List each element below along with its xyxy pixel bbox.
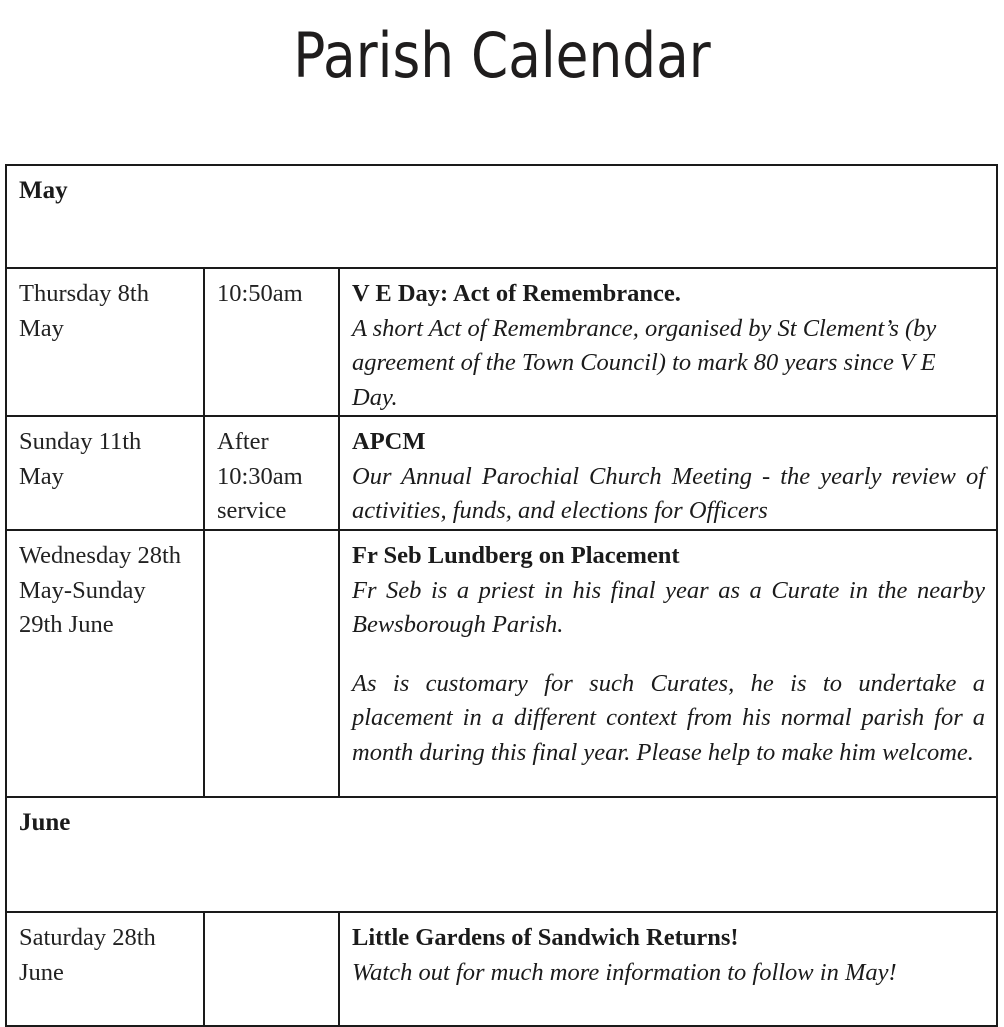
month-row-june [6,797,997,912]
event-date: Saturday 28th June [6,912,204,1026]
event-details [339,530,997,797]
table-row [6,416,997,530]
month-row-may [6,165,997,268]
event-description: Our Annual Parochial Church Meeting - the yearly review of activities, funds, and elections for Officers [352,462,986,524]
event-date: Sunday 11th May [6,416,204,530]
event-description: Fr Seb is a priest in his final year as a Curate in the nearby Bewsborough Parish. [352,576,986,638]
event-details [339,912,997,1026]
event-time: After 10:30am service [204,416,339,530]
event-title: APCM [352,428,426,455]
table-row [6,912,997,1026]
event-description: A short Act of Remembrance, organised by St Clement’s (by agreement of the Town Council) to mark 80 years since V E Day. [352,314,937,411]
event-title: Little Gardens of Sandwich Returns! [352,924,739,951]
page-title: Parish Calendar [293,19,711,92]
event-title: Fr Seb Lundberg on Placement [352,542,680,569]
table-row [6,530,997,797]
event-details [339,416,997,530]
month-heading: May [6,165,997,268]
event-description: Watch out for much more information to follow in May! [352,958,897,986]
event-date: Wednesday 28th May-Sunday 29th June [6,530,204,797]
event-title: V E Day: Act of Remembrance. [352,280,681,307]
month-heading: June [6,797,997,912]
event-date: Thursday 8th May [6,268,204,416]
event-time [204,912,339,1026]
event-time [204,530,339,797]
table-row [6,268,997,416]
paragraph-gap [352,643,985,667]
calendar-table [5,164,998,1027]
event-description-continued: As is customary for such Curates, he is to undertake a placement in a different context from his normal parish for a month during this final year. Please help to make him welcome. [352,669,986,766]
event-details [339,268,997,416]
event-time: 10:50am [204,268,339,416]
